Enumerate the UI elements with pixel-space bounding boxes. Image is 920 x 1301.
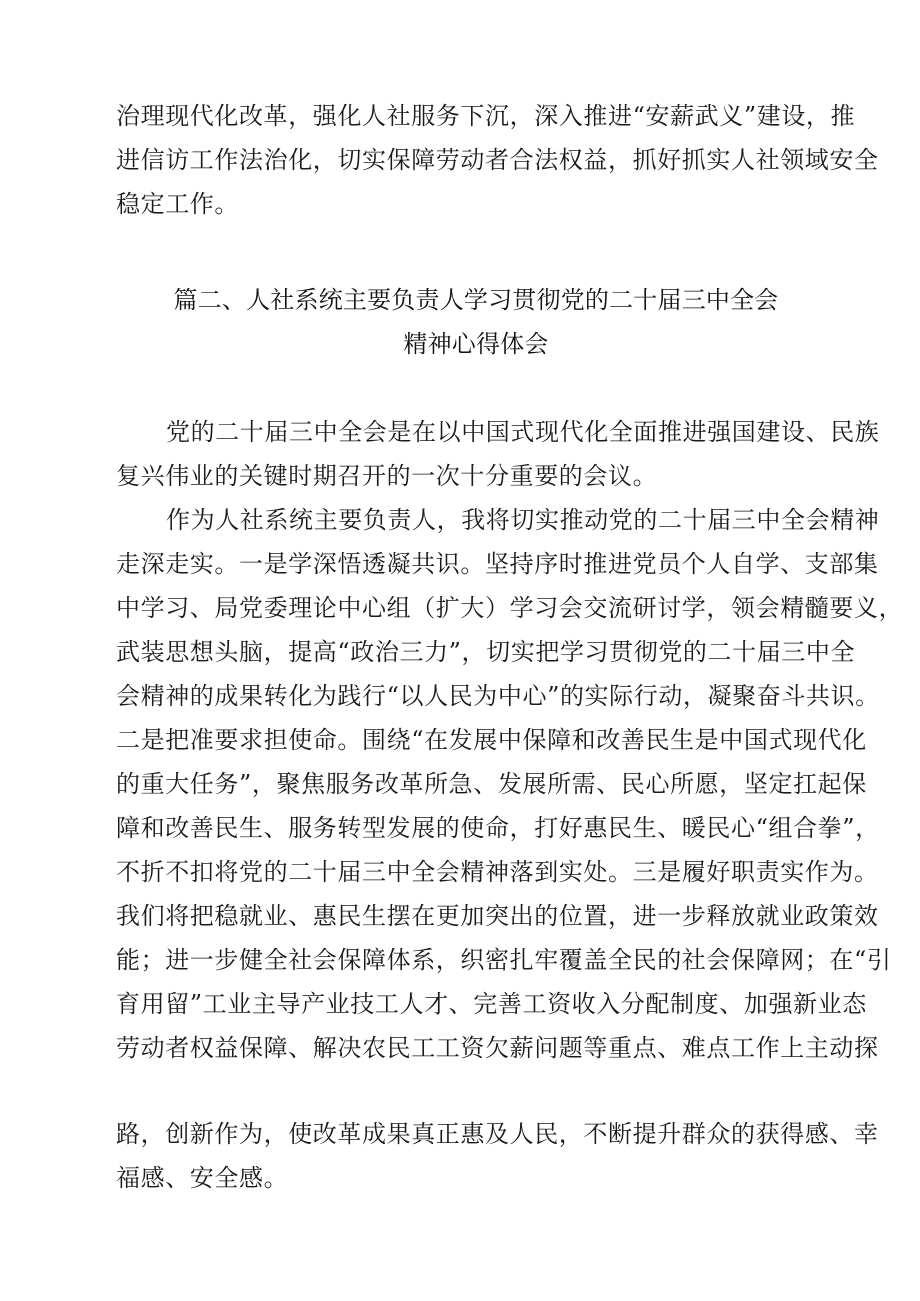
para2-line-3: 中学习、局党委理论中心组（扩大）学习会交流研讨学，领会精髓要义， xyxy=(116,594,904,622)
para2-line-1: 作为人社系统主要负责人，我将切实推动党的二十届三中全会精神 xyxy=(166,506,880,534)
section-title-line-1: 篇二、人社系统主要负责人学习贯彻党的二十届三中全会 xyxy=(173,286,779,314)
para3-line-1: 路，创新作为，使改革成果真正惠及人民，不断提升群众的获得感、幸 xyxy=(116,1120,879,1148)
para2-line-5: 会精神的成果转化为践行“以人民为中心”的实际行动，凝聚奋斗共识。 xyxy=(116,682,880,710)
para2-line-10: 我们将把稳就业、惠民生摆在更加突出的位置，进一步释放就业政策效 xyxy=(116,902,879,930)
para2-line-2: 走深走实。一是学深悟透凝共识。坚持序时推进党员个人自学、支部集 xyxy=(116,550,879,578)
para2-line-7: 的重大任务”，聚焦服务改革所急、发展所需、民心所愿，坚定扛起保 xyxy=(116,770,867,798)
para2-line-4: 武装思想头脑，提高“政治三力”，切实把学习贯彻党的二十届三中全 xyxy=(116,638,856,666)
para2-line-8: 障和改善民生、服务转型发展的使命，打好惠民生、暖民心“组合拳”， xyxy=(116,814,880,842)
para2-line-13: 劳动者权益保障、解决农民工工资欠薪问题等重点、难点工作上主动探 xyxy=(116,1034,879,1062)
intro-line-2: 进信访工作法治化，切实保障劳动者合法权益，抓好抓实人社领域安全 xyxy=(116,146,879,174)
intro-line-3: 稳定工作。 xyxy=(116,190,239,218)
para2-line-11: 能；进一步健全社会保障体系，织密扎牢覆盖全民的社会保障网；在“引 xyxy=(116,946,892,974)
para3-line-2: 福感、安全感。 xyxy=(116,1164,289,1192)
para2-line-12: 育用留”工业主导产业技工人才、完善工资收入分配制度、加强新业态 xyxy=(116,990,867,1018)
para2-line-9: 不折不扣将党的二十届三中全会精神落到实处。三是履好职责实作为。 xyxy=(116,858,879,886)
intro-line-1: 治理现代化改革，强化人社服务下沉，深入推进“安薪武义”建设，推 xyxy=(116,102,856,130)
para1-line-1: 党的二十届三中全会是在以中国式现代化全面推进强国建设、民族 xyxy=(166,418,880,446)
para2-line-6: 二是把准要求担使命。围绕“在发展中保障和改善民生是中国式现代化 xyxy=(116,726,867,754)
para1-line-2: 复兴伟业的关键时期召开的一次十分重要的会议。 xyxy=(116,462,658,490)
section-title-line-2: 精神心得体会 xyxy=(403,330,549,358)
